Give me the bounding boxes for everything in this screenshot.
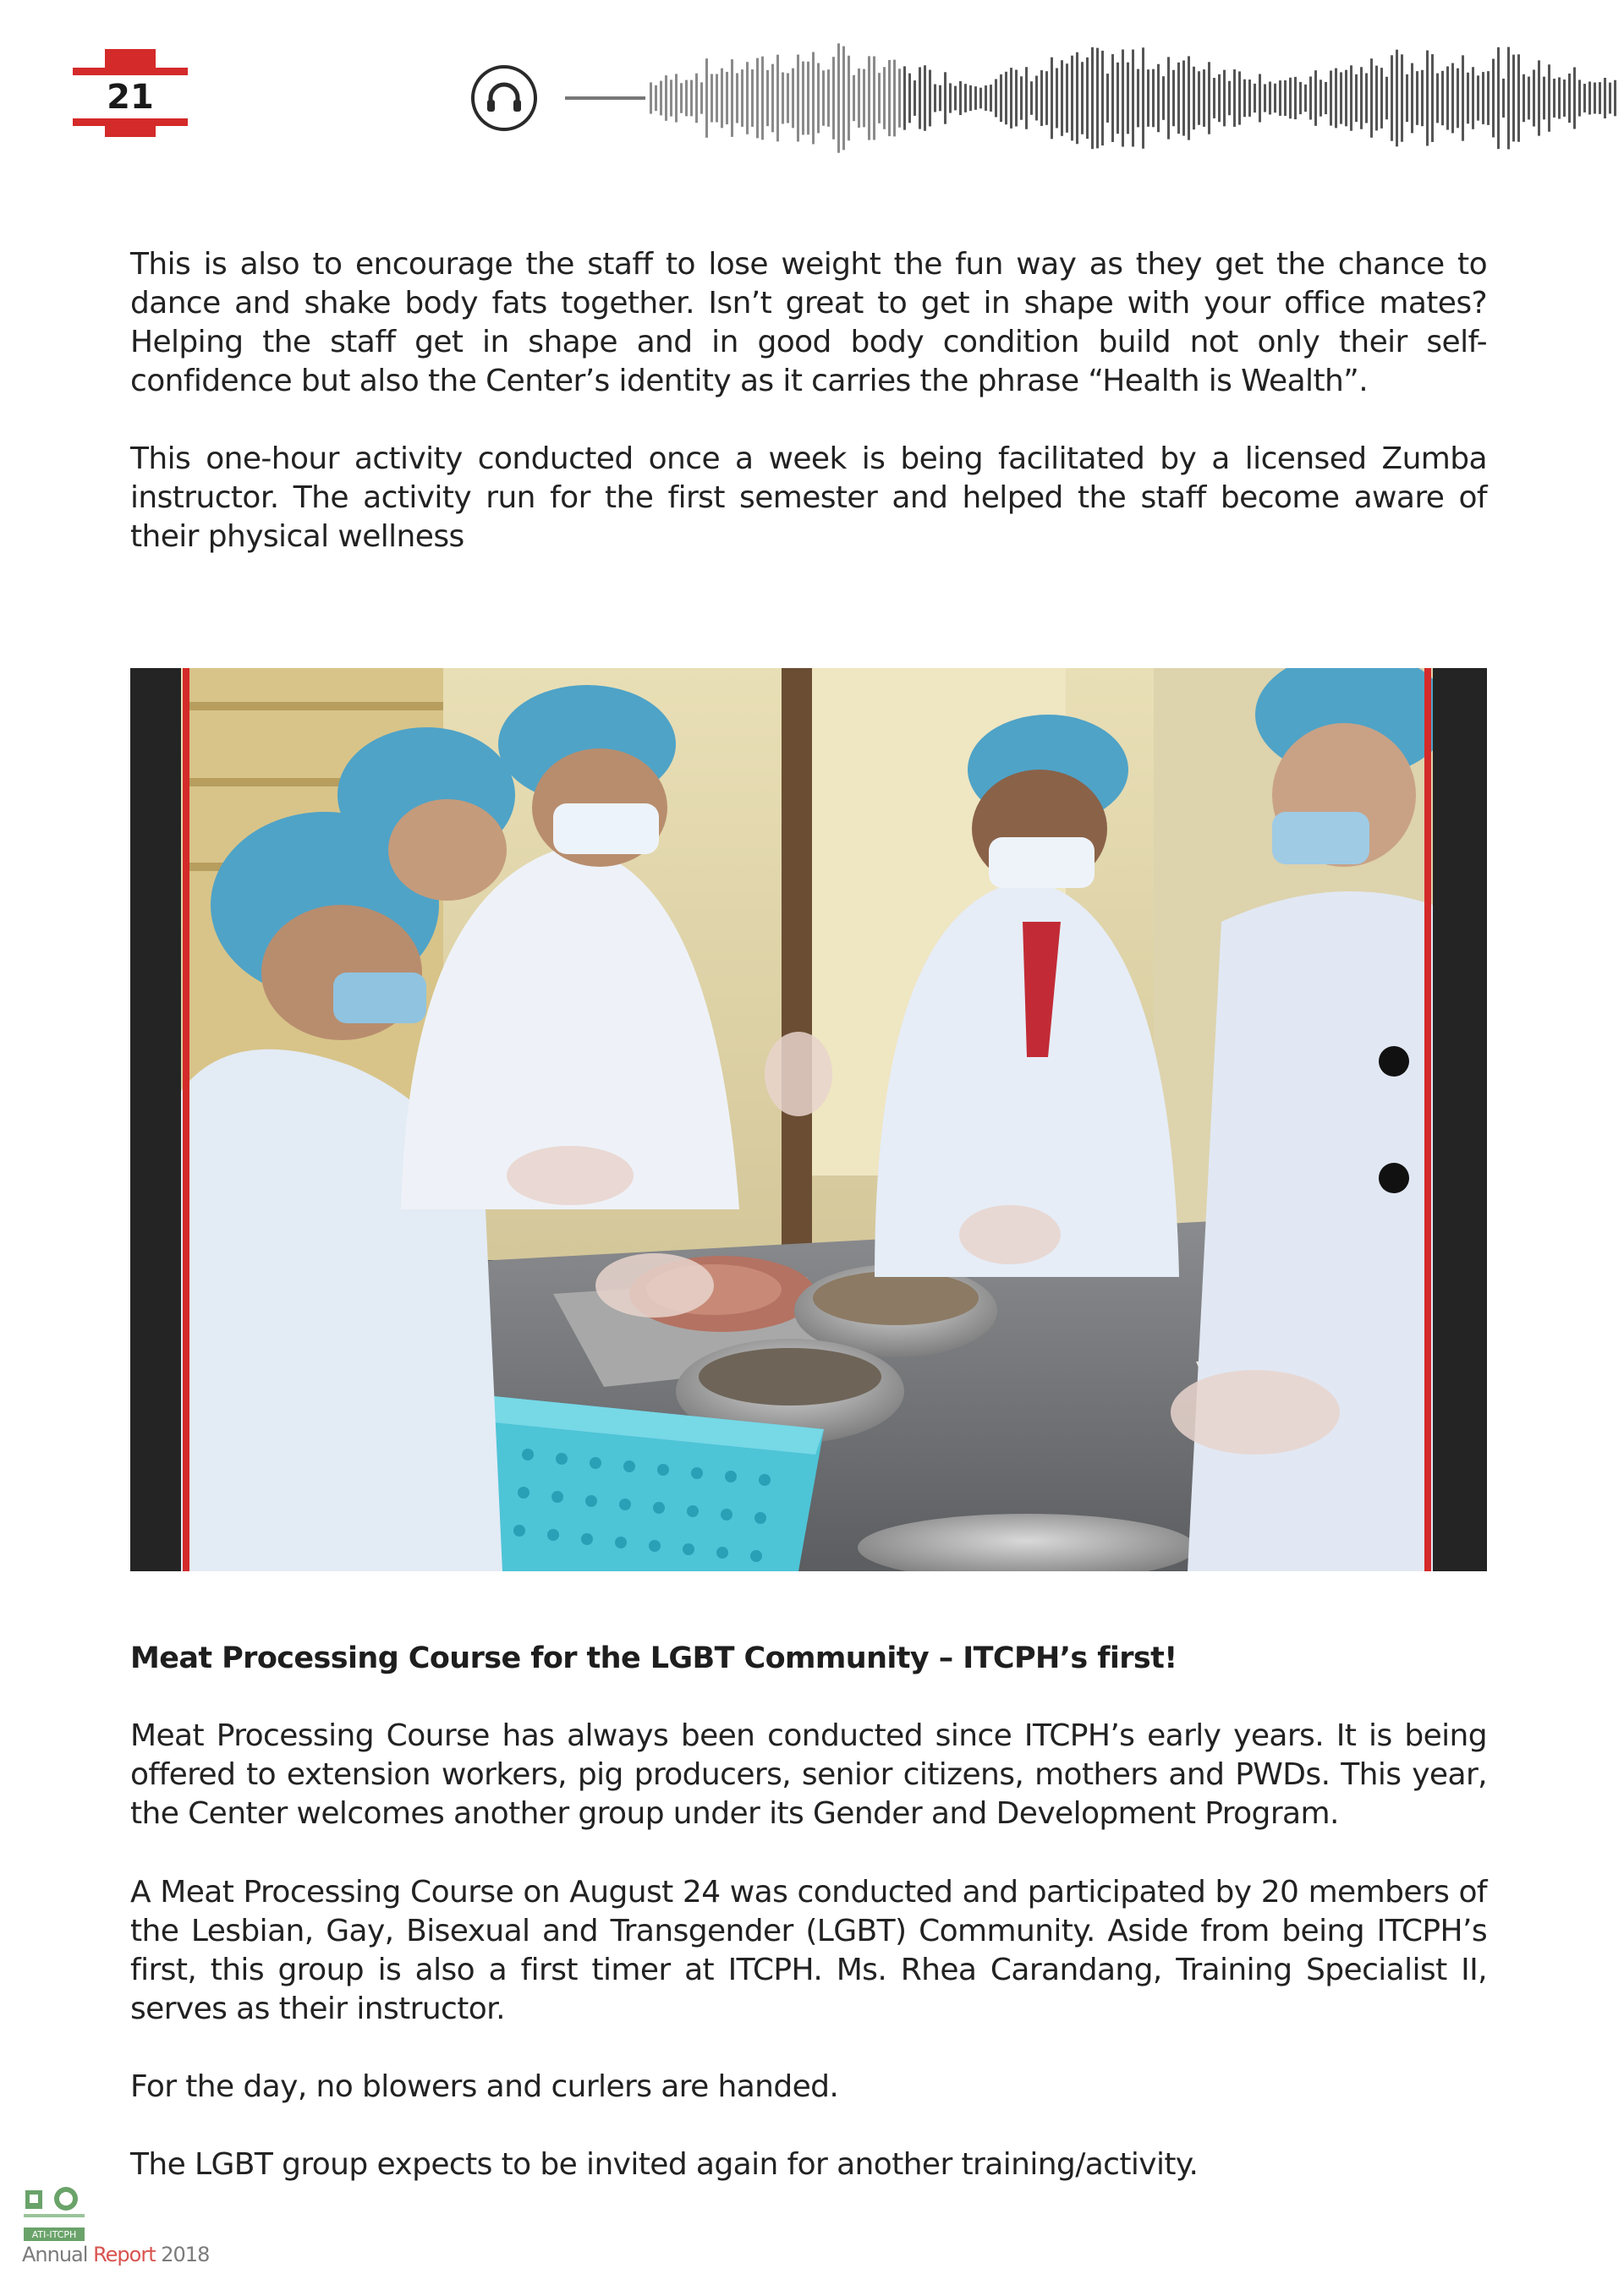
footer-report-title [22, 2243, 209, 2266]
headphones-icon [470, 64, 538, 132]
footer-report-prefix: Annual [22, 2243, 94, 2266]
page-number-block [73, 49, 188, 130]
body-paragraph-5: For the day, no blowers and curlers are handed. [130, 2069, 839, 2104]
body-paragraph-2: This one-hour activity conducted once a week is being facilitated by a licensed Zumba instructor. The activity run for the first semester and helped the staff become aware of their physical wellness [130, 441, 1487, 554]
footer-report-accent: Report [93, 2243, 156, 2266]
logo-text: ATI-ITCPH [31, 2229, 77, 2240]
section-heading: Meat Processing Course for the LGBT Community – ITCPH’s first! [130, 1641, 1177, 1675]
audio-waveform-icon [565, 30, 1622, 166]
page-number: 21 [107, 78, 154, 117]
meat-processing-photo [130, 668, 1487, 1571]
body-paragraph-6: The LGBT group expects to be invited again for another training/activity. [130, 2147, 1199, 2182]
itcph-logo-icon [22, 2184, 86, 2243]
body-paragraph-1: This is also to encourage the staff to lose weight the fun way as they get the chance to dance and shake body fats together. Isn’t great to get in shape with your office mates? Helping the staff get in shape and in good body condition build not only their self-confidence but also the Center’s identity as it carries the phrase “Health is Wealth”. [130, 247, 1487, 398]
page-number-tab-bottom [105, 123, 156, 137]
body-paragraph-3: Meat Processing Course has always been conducted since ITCPH’s early years. It is being offered to extension workers, pig producers, senior citizens, mothers and PWDs. This year, the Center welcomes another group under its Gender and Development Program. [130, 1718, 1487, 1831]
page-number-tab-top [105, 49, 156, 69]
page-number-bar-top [73, 68, 188, 75]
footer-report-suffix: 2018 [155, 2243, 210, 2266]
body-paragraph-4: A Meat Processing Course on August 24 was conducted and participated by 20 members of the Lesbian, Gay, Bisexual and Transgender (LGBT) Community. Aside from being ITCPH’s first, this group is also a first timer at ITCPH. Ms. Rhea Carandang, Training Specialist II, serves as their instructor. [130, 1875, 1487, 2026]
